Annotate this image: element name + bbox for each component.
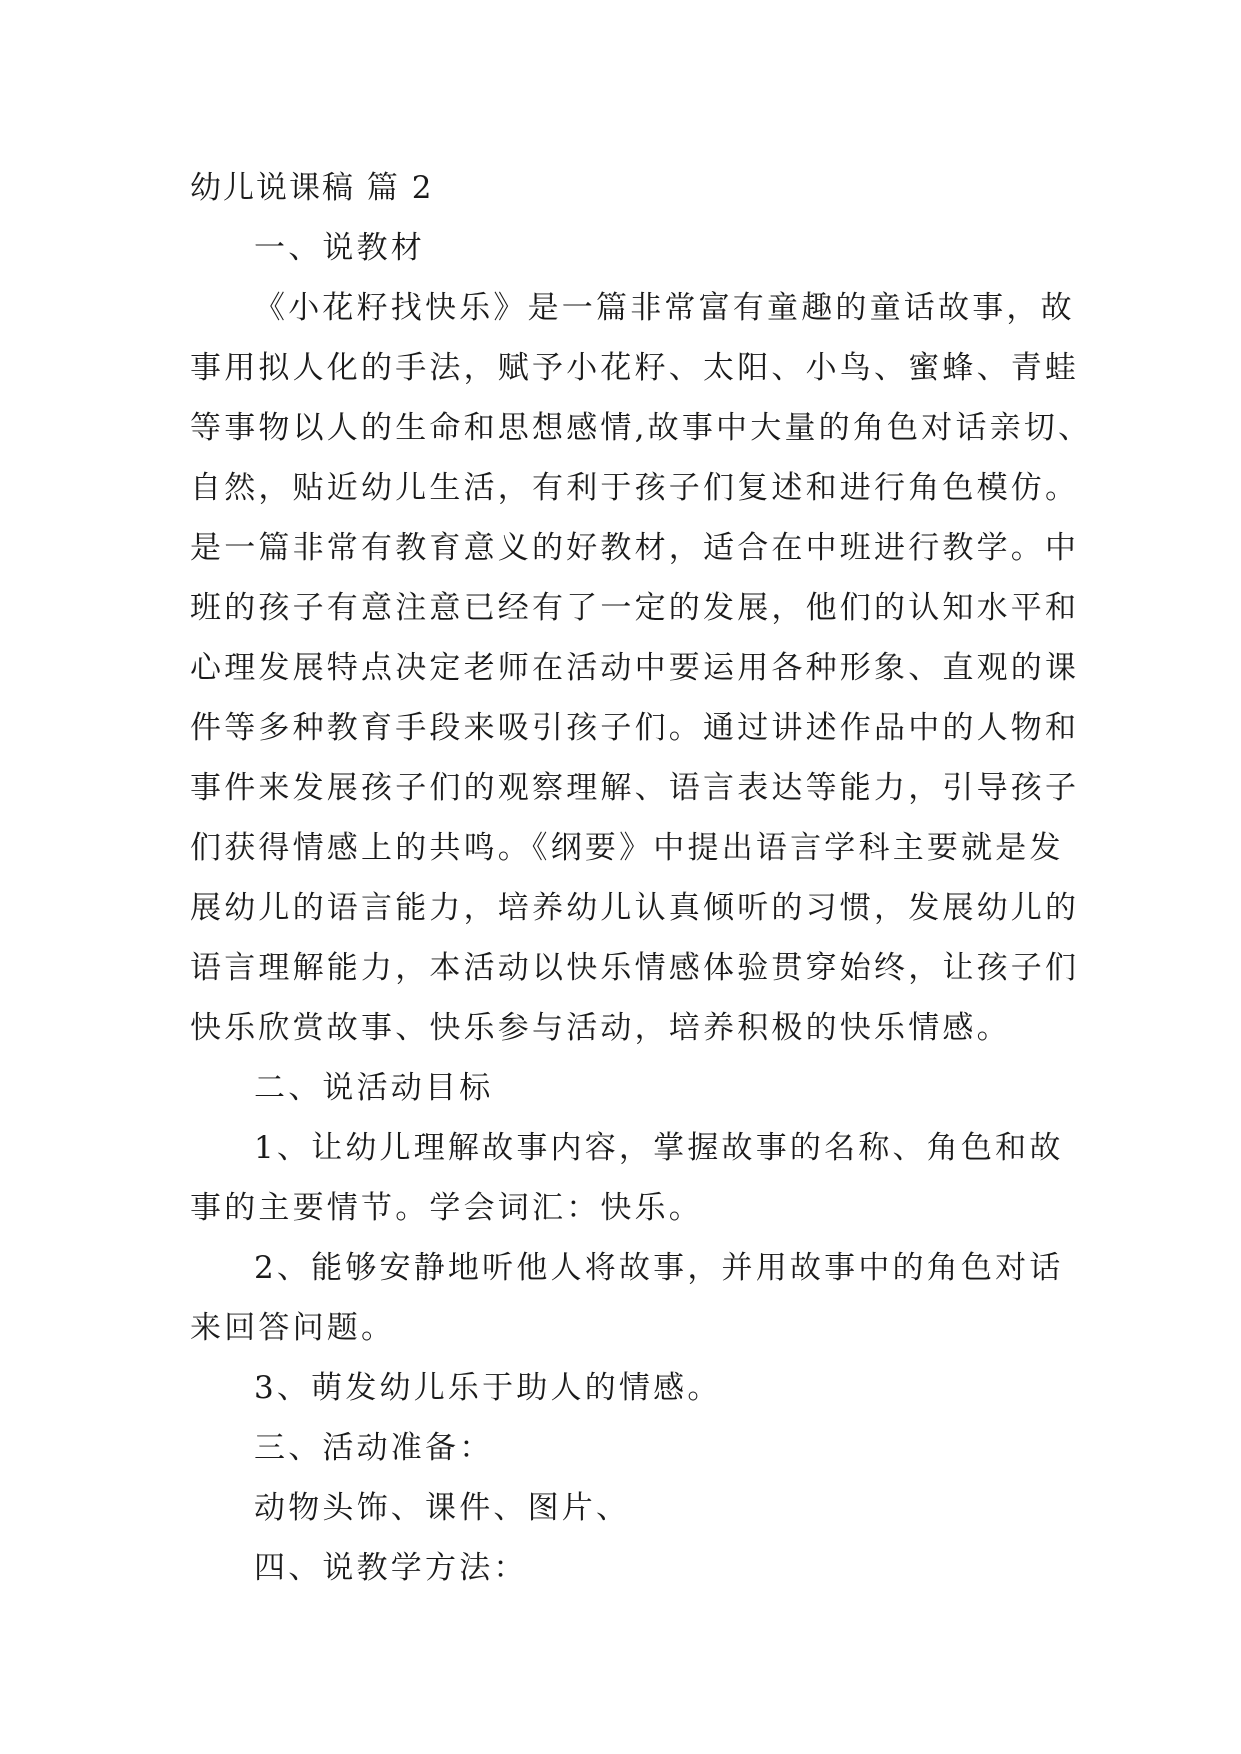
paragraph-line: 件等多种教育手段来吸引孩子们。通过讲述作品中的人物和	[190, 710, 1080, 746]
paragraph-line: 展幼儿的语言能力，培养幼儿认真倾听的习惯，发展幼儿的	[190, 890, 1080, 926]
paragraph-line: 2、能够安静地听他人将故事，并用故事中的角色对话	[254, 1250, 1064, 1286]
paragraph-line: 自然，贴近幼儿生活，有利于孩子们复述和进行角色模仿。	[190, 470, 1080, 506]
paragraph-line: 班的孩子有意注意已经有了一定的发展，他们的认知水平和	[190, 590, 1080, 626]
paragraph-line: 事件来发展孩子们的观察理解、语言表达等能力，引导孩子	[190, 770, 1080, 806]
section-heading-teaching-material: 一、说教材	[254, 230, 425, 266]
paragraph-line: 事的主要情节。学会词汇：快乐。	[190, 1190, 703, 1226]
goal-item-1	[190, 1118, 1064, 1238]
section-heading-preparation: 三、活动准备：	[254, 1430, 494, 1466]
materials-list: 动物头饰、课件、图片、	[254, 1490, 631, 1526]
section-heading-teaching-methods: 四、说教学方法：	[254, 1550, 528, 1586]
paragraph-line: 来回答问题。	[190, 1310, 396, 1346]
paragraph-line: 1、让幼儿理解故事内容，掌握故事的名称、角色和故	[254, 1130, 1064, 1166]
paragraph-line: 心理发展特点决定老师在活动中要运用各种形象、直观的课	[190, 650, 1080, 686]
paragraph-line: 快乐欣赏故事、快乐参与活动，培养积极的快乐情感。	[190, 1010, 1011, 1046]
paragraph-teaching-material	[190, 278, 1093, 1058]
paragraph-line: 们获得情感上的共鸣。《纲要》中提出语言学科主要就是发	[190, 830, 1064, 866]
paragraph-line: 语言理解能力，本活动以快乐情感体验贯穿始终，让孩子们	[190, 950, 1080, 986]
paragraph-line: 事用拟人化的手法，赋予小花籽、太阳、小鸟、蜜蜂、青蛙	[190, 350, 1080, 386]
paragraph-line: 《小花籽找快乐》是一篇非常富有童趣的童话故事，故	[254, 290, 1075, 326]
goal-item-2	[190, 1238, 1064, 1358]
goal-item-3: 3、萌发幼儿乐于助人的情感。	[254, 1370, 722, 1406]
paragraph-line: 是一篇非常有教育意义的好教材，适合在中班进行教学。中	[190, 530, 1080, 566]
document-body	[190, 158, 1093, 1598]
document-title: 幼儿说课稿 篇 2	[190, 170, 434, 206]
paragraph-line: 等事物以人的生命和思想感情,故事中大量的角色对话亲切、	[190, 410, 1093, 446]
section-heading-activity-goals: 二、说活动目标	[254, 1070, 494, 1106]
